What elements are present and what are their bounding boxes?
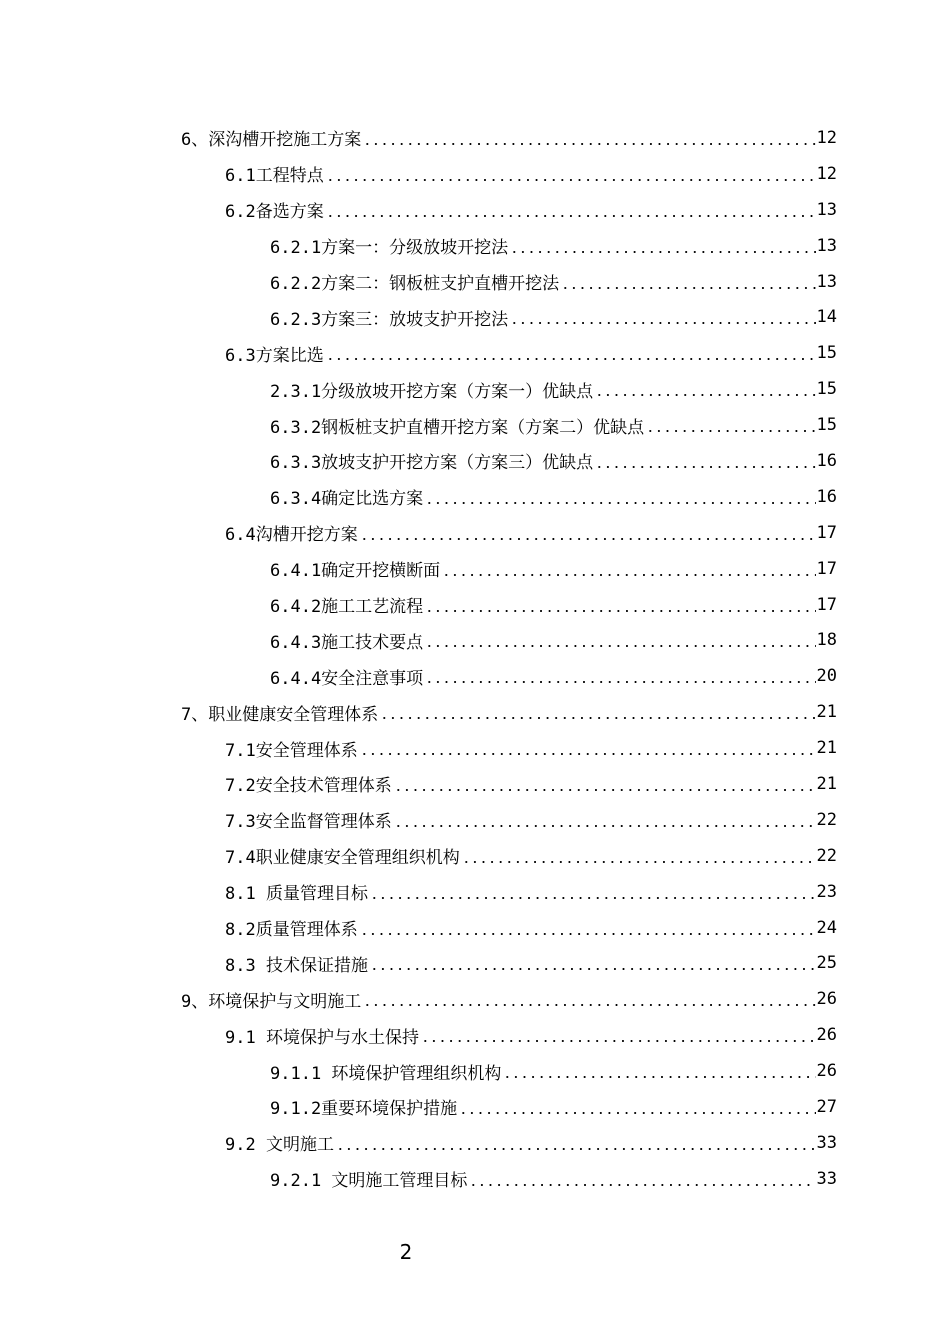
toc-entry-page-number: 21: [816, 738, 837, 759]
toc-entry-page-number: 21: [816, 702, 837, 723]
toc-entry-title: 9.2 文明施工: [225, 1130, 335, 1155]
toc-dot-leader: [326, 156, 816, 192]
toc-entry-page-number: 33: [816, 1132, 837, 1153]
toc-entry-page-number: 17: [816, 522, 837, 543]
toc-entry-page-number: 13: [816, 199, 837, 220]
toc-entry-title: 6.4.1确定开挖横断面: [270, 556, 441, 581]
toc-entry[interactable]: [270, 264, 837, 300]
toc-entry-page-number: 22: [816, 845, 837, 866]
toc-entry-title: 7.4职业健康安全管理组织机构: [225, 843, 461, 868]
toc-entry[interactable]: [270, 1089, 837, 1125]
toc-entry-page-number: 13: [816, 235, 837, 256]
toc-entry-title: 6.2.1方案一：分级放坡开挖法: [270, 233, 509, 258]
toc-entry[interactable]: [270, 587, 837, 623]
toc-entry-page-number: 15: [816, 415, 837, 436]
toc-dot-leader: [336, 1125, 816, 1161]
toc-entry-title: 6.4.3施工技术要点: [270, 628, 424, 653]
toc-entry-page-number: 27: [816, 1096, 837, 1117]
toc-dot-leader: [646, 407, 815, 443]
toc-entry-title: 9.1.1 环境保护管理组织机构: [270, 1059, 502, 1084]
toc-entry[interactable]: [270, 622, 837, 658]
toc-entry-title: 2.3.1分级放坡开挖方案（方案一）优缺点: [270, 377, 594, 402]
toc-entry[interactable]: [225, 192, 837, 228]
toc-entry-page-number: 23: [816, 881, 837, 902]
toc-entry[interactable]: [225, 910, 837, 946]
toc-dot-leader: [510, 228, 815, 264]
toc-entry-page-number: 12: [816, 127, 837, 148]
toc-entry-title: 9、环境保护与文明施工: [181, 987, 362, 1012]
toc-entry-title: 6.3.3放坡支护开挖方案（方案三）优缺点: [270, 448, 594, 473]
toc-dot-leader: [459, 1089, 815, 1125]
toc-entry[interactable]: [270, 479, 837, 515]
page-number: 2: [399, 1240, 413, 1264]
toc-entry[interactable]: [225, 156, 837, 192]
toc-entry[interactable]: [270, 443, 837, 479]
toc-entry-page-number: 20: [816, 666, 837, 687]
toc-entry-title: 8.2质量管理体系: [225, 915, 359, 940]
toc-dot-leader: [561, 264, 815, 300]
toc-entry-title: 6.4沟槽开挖方案: [225, 520, 359, 545]
toc-dot-leader: [370, 945, 816, 981]
toc-entry-title: 9.1.2重要环境保护措施: [270, 1094, 458, 1119]
toc-entry-title: 6.4.4安全注意事项: [270, 664, 424, 689]
toc-dot-leader: [363, 981, 815, 1017]
toc-entry-page-number: 16: [816, 450, 837, 471]
toc-dot-leader: [421, 1017, 816, 1053]
toc-entry-title: 9.1 环境保护与水土保持: [225, 1023, 420, 1048]
toc-entry-title: 6.3.4确定比选方案: [270, 484, 424, 509]
toc-entry-title: 9.2.1 文明施工管理目标: [270, 1166, 468, 1191]
toc-dot-leader: [425, 658, 815, 694]
toc-entry-page-number: 33: [816, 1168, 837, 1189]
toc-entry[interactable]: [270, 299, 837, 335]
toc-dot-leader: [425, 479, 815, 515]
toc-entry-title: 7.3安全监督管理体系: [225, 807, 393, 832]
toc-dot-leader: [503, 1053, 815, 1089]
toc-dot-leader: [595, 371, 815, 407]
toc-entry-page-number: 22: [816, 809, 837, 830]
toc-entry-page-number: 26: [816, 989, 837, 1010]
toc-entry-page-number: 15: [816, 379, 837, 400]
toc-dot-leader: [394, 766, 816, 802]
toc-entry-title: 6.3.2钢板桩支护直槽开挖方案（方案二）优缺点: [270, 413, 645, 438]
toc-entry-title: 6.2.2方案二：钢板桩支护直槽开挖法: [270, 269, 560, 294]
toc-dot-leader: [394, 802, 816, 838]
toc-entry[interactable]: [225, 515, 837, 551]
toc-entry-title: 7.2安全技术管理体系: [225, 771, 393, 796]
toc-entry-title: 7.1安全管理体系: [225, 736, 359, 761]
toc-dot-leader: [595, 443, 815, 479]
toc-entry-page-number: 17: [816, 594, 837, 615]
toc-dot-leader: [363, 120, 815, 156]
toc-entry-title: 7、职业健康安全管理体系: [181, 700, 379, 725]
toc-entry-page-number: 21: [816, 773, 837, 794]
toc-entry-title: 6.1工程特点: [225, 161, 325, 186]
toc-entry[interactable]: [225, 335, 837, 371]
toc-dot-leader: [360, 910, 816, 946]
toc-entry[interactable]: [270, 1053, 837, 1089]
toc-entry-page-number: 26: [816, 1061, 837, 1082]
toc-entry-page-number: 17: [816, 558, 837, 579]
toc-entry[interactable]: [270, 228, 837, 264]
toc-entry-page-number: 16: [816, 486, 837, 507]
toc-entry-title: 8.1 质量管理目标: [225, 879, 369, 904]
toc-entry-page-number: 12: [816, 163, 837, 184]
toc-entry-page-number: 26: [816, 1025, 837, 1046]
toc-dot-leader: [510, 299, 815, 335]
toc-entry-page-number: 24: [816, 917, 837, 938]
toc-dot-leader: [380, 694, 815, 730]
toc-dot-leader: [360, 515, 816, 551]
toc-entry[interactable]: [225, 945, 837, 981]
toc-entry-title: 6.2备选方案: [225, 197, 325, 222]
toc-entry-title: 6.4.2施工工艺流程: [270, 592, 424, 617]
toc-entry[interactable]: [270, 658, 837, 694]
toc-entry-page-number: 15: [816, 343, 837, 364]
toc-dot-leader: [370, 874, 816, 910]
toc-dot-leader: [425, 622, 815, 658]
toc-entry[interactable]: [225, 874, 837, 910]
toc-entry-page-number: 18: [816, 630, 837, 651]
toc-entry[interactable]: [270, 407, 837, 443]
toc-entry-title: 8.3 技术保证措施: [225, 951, 369, 976]
toc-dot-leader: [425, 587, 815, 623]
toc-entry-page-number: 14: [816, 307, 837, 328]
toc-entry[interactable]: [225, 802, 837, 838]
toc-dot-leader: [462, 838, 816, 874]
toc-dot-leader: [326, 335, 816, 371]
toc-dot-leader: [469, 1161, 815, 1197]
toc-entry-title: 6.2.3方案三：放坡支护开挖法: [270, 305, 509, 330]
toc-entry[interactable]: [181, 694, 837, 730]
toc-entry[interactable]: [270, 371, 837, 407]
toc-entry[interactable]: [225, 766, 837, 802]
toc-entry-page-number: 25: [816, 953, 837, 974]
toc-entry[interactable]: [181, 120, 837, 156]
toc-dot-leader: [360, 730, 816, 766]
toc-dot-leader: [442, 551, 815, 587]
toc-dot-leader: [326, 192, 816, 228]
toc-entry[interactable]: [270, 1161, 837, 1197]
toc-entry-page-number: 13: [816, 271, 837, 292]
table-of-contents: [0, 120, 950, 1197]
toc-entry[interactable]: [225, 730, 837, 766]
toc-entry-title: 6、深沟槽开挖施工方案: [181, 125, 362, 150]
toc-entry-title: 6.3方案比选: [225, 341, 325, 366]
toc-entry[interactable]: [225, 838, 837, 874]
toc-entry[interactable]: [181, 981, 837, 1017]
toc-entry[interactable]: [270, 551, 837, 587]
toc-entry[interactable]: [225, 1125, 837, 1161]
toc-entry[interactable]: [225, 1017, 837, 1053]
